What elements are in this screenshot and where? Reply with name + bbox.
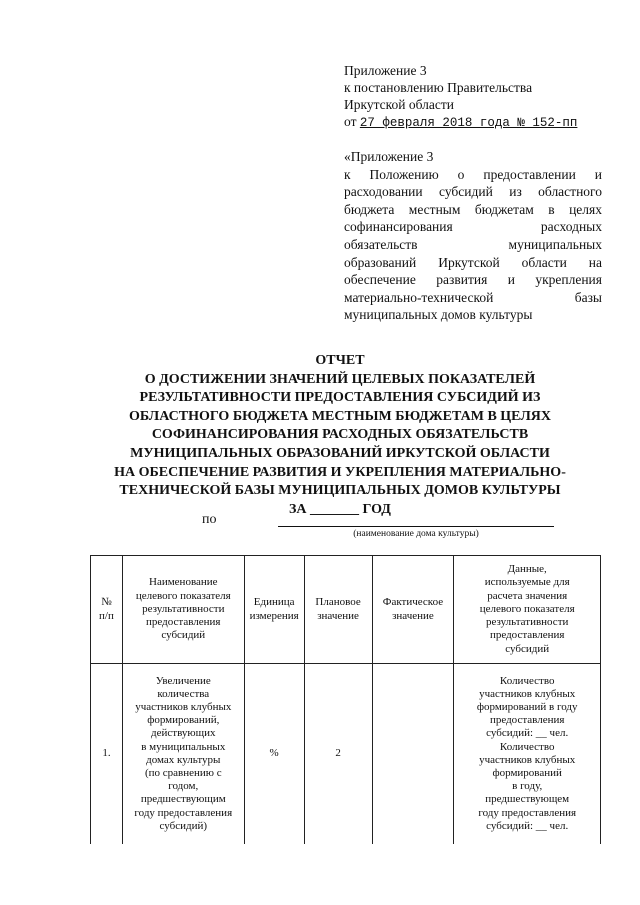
header-unit: Единица измерения bbox=[244, 556, 304, 664]
header-indicator-name: Наименование целевого показателя результативности предоставления субсидий bbox=[122, 556, 244, 664]
report-title bbox=[60, 352, 620, 519]
annex-inner-line: обеспечение развития и укрепления bbox=[344, 272, 602, 288]
title-line: ОТЧЕТ bbox=[315, 353, 365, 368]
annex-line: Приложение 3 bbox=[344, 63, 427, 78]
annex-inner-line: обязательств муниципальных bbox=[344, 236, 602, 252]
title-line: РЕЗУЛЬТАТИВНОСТИ ПРЕДОСТАВЛЕНИЯ СУБСИДИЙ ИЗ bbox=[139, 390, 541, 406]
annex-date bbox=[344, 113, 604, 132]
title-line: МУНИЦИПАЛЬНЫХ ОБРАЗОВАНИЙ ИРКУТСКОЙ ОБЛАСТИ bbox=[130, 445, 550, 461]
row-fact-value bbox=[372, 664, 454, 844]
header-plan-value: Плановое значение bbox=[304, 556, 372, 664]
annex-inner bbox=[344, 148, 602, 324]
header-num: № п/п bbox=[91, 556, 123, 664]
row-num: 1. bbox=[91, 664, 123, 844]
annex-inner-line: материально-технической базы bbox=[344, 289, 602, 305]
annex-inner-line: к Положению о предоставлении и bbox=[344, 166, 602, 182]
indicators-table bbox=[90, 555, 601, 844]
annex-inner-title: «Приложение 3 bbox=[344, 149, 434, 164]
annex-header bbox=[344, 62, 604, 132]
table-row bbox=[91, 664, 601, 844]
row-unit: % bbox=[244, 664, 304, 844]
annex-inner-line: расходовании субсидий из областного bbox=[344, 184, 602, 200]
title-line: СОФИНАНСИРОВАНИЯ РАСХОДНЫХ ОБЯЗАТЕЛЬСТВ bbox=[151, 427, 529, 443]
title-line: НА ОБЕСПЕЧЕНИЕ РАЗВИТИЯ И УКРЕПЛЕНИЯ МАТЕРИАЛЬНО- bbox=[114, 464, 566, 480]
header-calc-data: Данные, используемые для расчета значения целевого показателя результативности предоставления субсидий bbox=[454, 556, 601, 664]
culture-house-caption: (наименование дома культуры) bbox=[353, 529, 479, 539]
row-calc-data: Количество участников клубных формирований в году предоставления субсидий: __ чел. Количество участников клубных формирований в году, предшествующем году предоставления субсидий: __ чел. bbox=[454, 664, 601, 844]
annex-inner-line: муниципальных домов культуры bbox=[344, 307, 533, 323]
title-line: ЗА _______ ГОД bbox=[289, 501, 391, 517]
header-fact-value: Фактическое значение bbox=[372, 556, 454, 664]
row-indicator-name: Увеличение количества участников клубных формирований, действующих в муниципальных домах культуры (по сравнению с годом, предшествующим году предоставления субсидий) bbox=[122, 664, 244, 844]
por-label: по bbox=[202, 512, 217, 527]
title-line: ОБЛАСТНОГО БЮДЖЕТА МЕСТНЫМ БЮДЖЕТАМ В ЦЕЛЯХ bbox=[129, 408, 551, 424]
annex-line: к постановлению Правительства bbox=[344, 80, 533, 95]
table-header-row bbox=[91, 556, 601, 664]
title-line: ТЕХНИЧЕСКОЙ БАЗЫ МУНИЦИПАЛЬНЫХ ДОМОВ КУЛЬТУРЫ bbox=[119, 483, 561, 499]
annex-inner-line: образований Иркутской области на bbox=[344, 254, 602, 270]
row-plan-value: 2 bbox=[304, 664, 372, 844]
annex-inner-line: бюджета местным бюджетам в целях bbox=[344, 201, 602, 217]
annex-inner-line: софинансирования расходных bbox=[344, 219, 602, 235]
annex-line: Иркутской области bbox=[344, 97, 455, 112]
culture-house-name-line bbox=[278, 526, 554, 527]
date-value: 27 февраля 2018 года № 152-пп bbox=[359, 116, 578, 130]
date-prefix: от bbox=[344, 114, 357, 129]
title-line: О ДОСТИЖЕНИИ ЗНАЧЕНИЙ ЦЕЛЕВЫХ ПОКАЗАТЕЛЕЙ bbox=[144, 371, 536, 387]
